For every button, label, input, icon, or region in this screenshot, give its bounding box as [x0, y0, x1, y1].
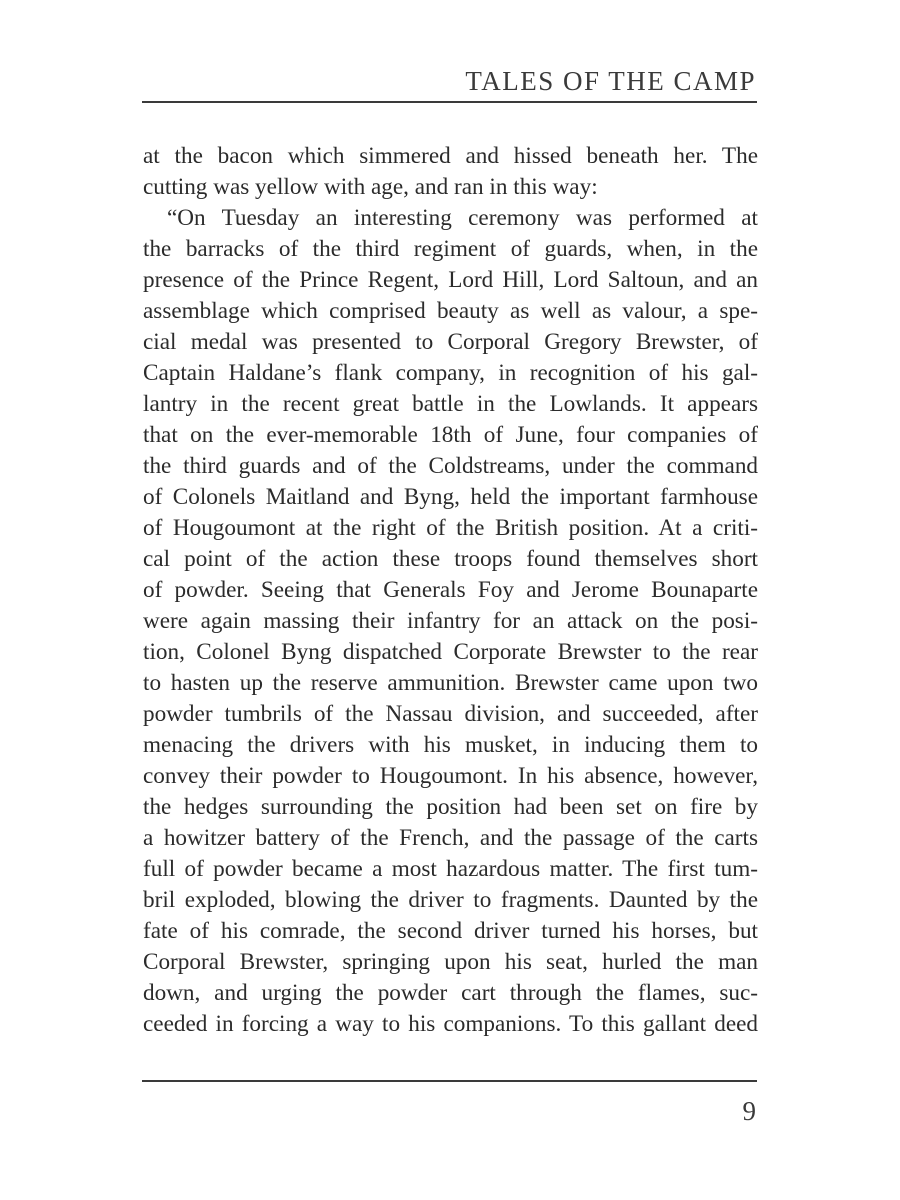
text-line: were again massing their infantry for an attack on the posi-	[143, 608, 758, 634]
text-line: assemblage which comprised beauty as well as valour, a spe-	[143, 298, 758, 324]
text-line: Corporal Brewster, springing upon his seat, hurled the man	[143, 949, 758, 975]
page-number: 9	[742, 1096, 756, 1126]
text-line: of Colonels Maitland and Byng, held the important farmhouse	[143, 484, 758, 510]
text-line: Captain Haldane’s flank company, in recognition of his gal-	[143, 360, 758, 386]
text-line: the third guards and of the Coldstreams, under the command	[143, 453, 758, 479]
text-line: lantry in the recent great battle in the Lowlands. It appears	[143, 391, 758, 417]
body-text	[143, 141, 758, 1040]
text-line: tion, Colonel Byng dispatched Corporate Brewster to the rear	[143, 639, 758, 665]
text-line: the barracks of the third regiment of guards, when, in the	[143, 236, 758, 262]
text-line: a howitzer battery of the French, and the passage of the carts	[143, 825, 758, 851]
text-line: cutting was yellow with age, and ran in this way:	[143, 174, 598, 200]
text-line: full of powder became a most hazardous matter. The first tum-	[143, 856, 758, 882]
text-line: bril exploded, blowing the driver to fragments. Daunted by the	[143, 887, 758, 913]
text-line: presence of the Prince Regent, Lord Hill, Lord Saltoun, and an	[143, 267, 758, 293]
text-line: to hasten up the reserve ammunition. Brewster came upon two	[143, 670, 758, 696]
text-line: convey their powder to Hougoumont. In his absence, however,	[143, 763, 758, 789]
text-line: at the bacon which simmered and hissed beneath her. The	[143, 143, 758, 169]
text-line: “On Tuesday an interesting ceremony was performed at	[167, 205, 758, 231]
text-line: that on the ever-memorable 18th of June, four companies of	[143, 422, 758, 448]
header-rule	[142, 101, 757, 103]
text-line: ceeded in forcing a way to his companions. To this gallant deed	[143, 1011, 758, 1037]
footer-rule	[142, 1080, 757, 1082]
text-line: powder tumbrils of the Nassau division, and succeeded, after	[143, 701, 758, 727]
running-head-title: TALES OF THE CAMP	[465, 66, 756, 96]
text-line: of powder. Seeing that Generals Foy and Jerome Bounaparte	[143, 577, 758, 603]
text-line: menacing the drivers with his musket, in inducing them to	[143, 732, 758, 758]
text-line: the hedges surrounding the position had been set on fire by	[143, 794, 758, 820]
text-line: fate of his comrade, the second driver turned his horses, but	[143, 918, 758, 944]
text-line: cial medal was presented to Corporal Gregory Brewster, of	[143, 329, 758, 355]
text-line: cal point of the action these troops found themselves short	[143, 546, 758, 572]
text-line: of Hougoumont at the right of the British position. At a criti-	[143, 515, 758, 541]
text-line: down, and urging the powder cart through the flames, suc-	[143, 980, 758, 1006]
